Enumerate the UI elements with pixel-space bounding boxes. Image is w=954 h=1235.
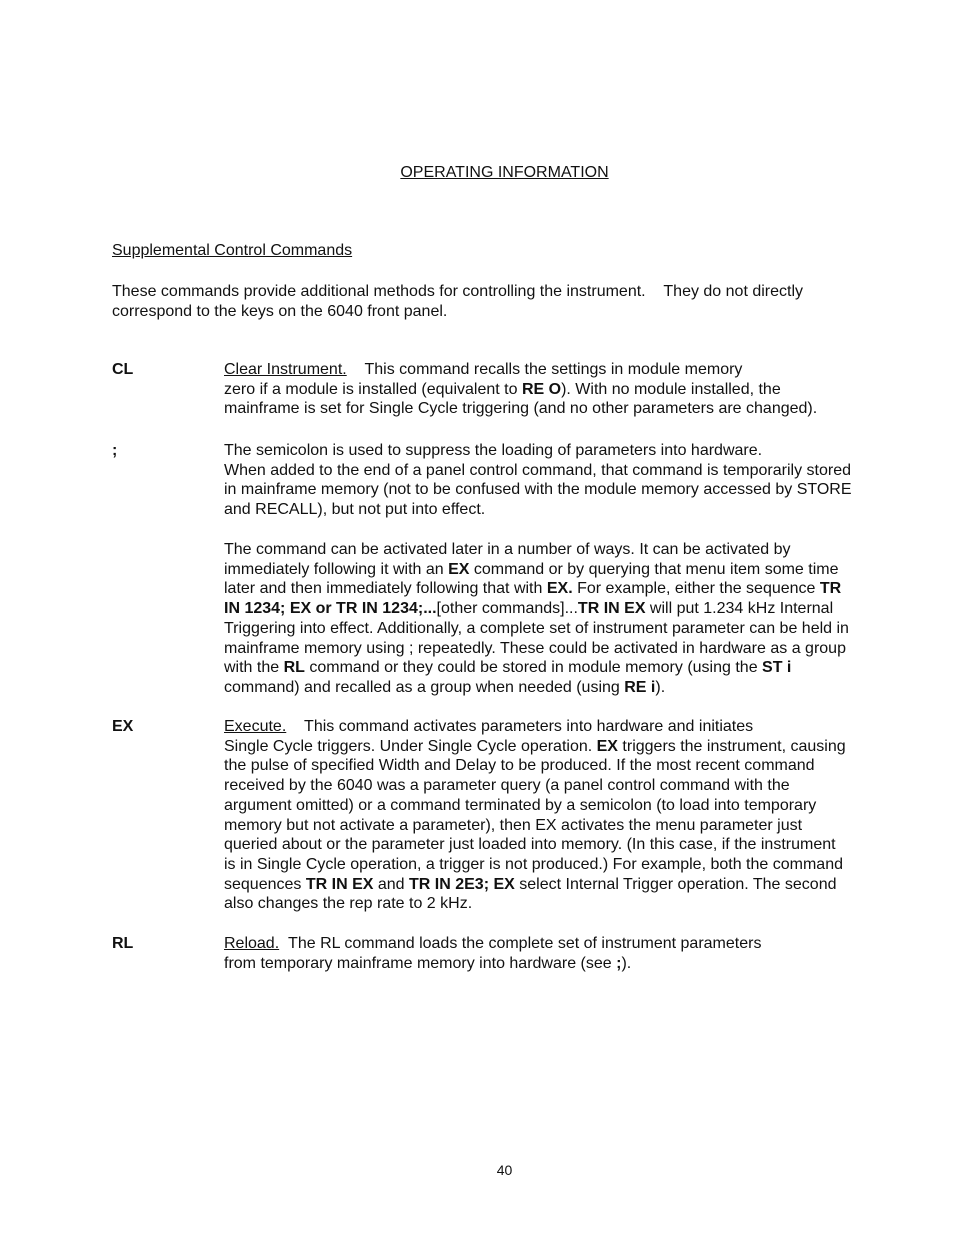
intro-line: correspond to the keys on the 6040 front panel. — [112, 303, 448, 320]
command-description-ex — [224, 717, 914, 914]
text-segment: This command activates parameters into hardware and initiates — [304, 718, 754, 735]
text-segment: queried about or the parameter just loaded into memory. (In this case, if the instrument — [224, 836, 836, 854]
page-number: 40 — [496, 1162, 513, 1178]
text-segment: from temporary mainframe memory into hardware (see — [224, 954, 617, 972]
text-segment — [224, 737, 914, 757]
page-title: OPERATING INFORMATION — [400, 164, 609, 181]
command-description-cl — [224, 360, 914, 419]
text-segment: also changes the rep rate to 2 kHz. — [224, 895, 473, 913]
text-segment: This command recalls the settings in module memory — [364, 361, 743, 378]
text-segment: and RECALL), but not put into effect. — [224, 501, 486, 519]
text-segment: The command can be activated later in a number of ways. It can be activated by — [224, 541, 791, 558]
command-heading-rl: Reload. — [224, 935, 280, 952]
command-term-semicolon: ; — [112, 442, 118, 459]
text-segment: in mainframe memory (not to be confused with the module memory accessed by STORE — [224, 481, 852, 499]
text-segment — [224, 934, 914, 954]
intro-line: These commands provide additional methods for controlling the instrument. They do not directly — [112, 283, 804, 300]
command-heading-ex: Execute. — [224, 718, 287, 735]
command-description-rl — [224, 934, 914, 973]
text-segment: with the — [224, 659, 284, 677]
text-segment: EX. — [546, 580, 573, 598]
text-segment: immediately following it with an — [224, 560, 449, 578]
text-segment: EX — [596, 737, 618, 755]
text-segment: command or by querying that menu item some time — [469, 560, 839, 578]
text-segment: received by the 6040 was a parameter query (a panel control command with the — [224, 777, 790, 795]
text-segment: will put 1.234 kHz Internal — [645, 600, 834, 618]
command-term-rl: RL — [112, 935, 134, 952]
text-segment: and — [373, 875, 409, 893]
text-segment: ). With no module installed, the — [561, 380, 781, 398]
text-segment: sequences — [224, 875, 306, 893]
text-segment: Single Cycle triggers. Under Single Cycle operation. — [224, 737, 597, 755]
text-segment — [224, 579, 914, 599]
text-segment: is in Single Cycle operation, a trigger is not produced.) For example, both the command — [224, 855, 843, 873]
text-segment: mainframe is set for Single Cycle triggering (and no other parameters are changed). — [224, 400, 818, 418]
text-segment: mainframe memory using ; repeatedly. These could be activated in hardware as a group — [224, 639, 846, 657]
text-segment — [224, 560, 914, 580]
text-segment: EX — [448, 560, 470, 578]
text-segment: ). — [655, 678, 666, 696]
text-segment — [224, 658, 914, 678]
text-segment: TR IN 2E3; EX — [409, 875, 515, 893]
text-segment — [224, 717, 914, 737]
text-segment: command or they could be stored in module memory (using the — [304, 659, 763, 677]
text-segment: ). — [621, 954, 632, 972]
text-segment: later and then immediately following that with — [224, 580, 547, 598]
text-segment: zero if a module is installed (equivalent to — [224, 380, 522, 398]
text-segment: TR — [819, 580, 842, 598]
command-heading-cl: Clear Instrument. — [224, 361, 347, 378]
text-segment: select Internal Trigger operation. The second — [514, 875, 837, 893]
intro-paragraph — [112, 282, 902, 322]
text-segment: ; — [616, 954, 622, 972]
text-segment: TR IN EX — [305, 875, 374, 893]
text-segment: RE O — [521, 380, 562, 398]
text-segment — [224, 875, 914, 895]
command-description-semicolon-continued — [224, 540, 914, 698]
text-segment: RE i — [624, 678, 656, 696]
text-segment — [224, 678, 914, 698]
text-segment: RL — [283, 659, 305, 677]
text-segment — [224, 599, 914, 619]
text-segment: IN 1234; EX or TR IN 1234;... — [224, 600, 437, 618]
text-segment: The semicolon is used to suppress the loading of parameters into hardware. — [224, 442, 763, 459]
text-segment: ST i — [762, 659, 792, 677]
text-segment: triggers the instrument, causing — [617, 737, 846, 755]
text-segment: The RL command loads the complete set of instrument parameters — [288, 935, 762, 952]
text-segment: Triggering into effect. Additionally, a complete set of instrument parameter can be held in — [224, 619, 849, 637]
section-heading: Supplemental Control Commands — [112, 242, 353, 259]
text-segment: For example, either the sequence — [572, 580, 820, 598]
command-description-semicolon — [224, 441, 914, 520]
text-segment: [other commands]... — [436, 600, 578, 618]
command-term-cl: CL — [112, 361, 134, 378]
text-segment — [224, 360, 914, 380]
text-segment: memory but not activate a parameter), then EX activates the menu parameter just — [224, 816, 803, 834]
text-segment: the pulse of specified Width and Delay to be produced. If the most recent command — [224, 757, 815, 775]
text-segment: TR IN EX — [577, 600, 646, 618]
text-segment: command) and recalled as a group when needed (using — [224, 678, 625, 696]
command-term-ex: EX — [112, 718, 134, 735]
text-segment — [224, 380, 914, 400]
text-segment: argument omitted) or a command terminated by a semicolon (to load into temporary — [224, 796, 817, 814]
text-segment: When added to the end of a panel control command, that command is temporarily stored — [224, 461, 852, 479]
text-segment — [224, 954, 914, 974]
